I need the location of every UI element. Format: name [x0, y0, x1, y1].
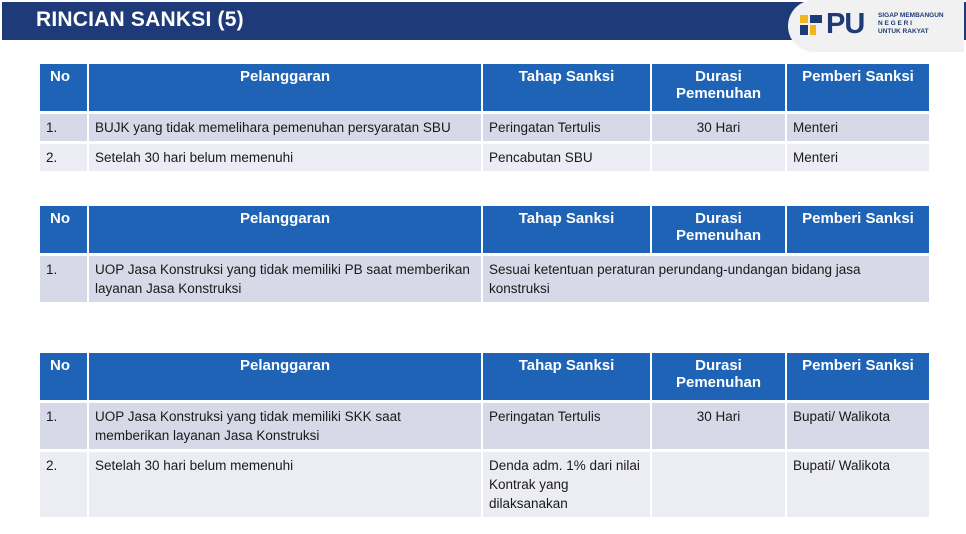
col-header-no: No [40, 64, 87, 114]
pu-logo-icon [798, 11, 826, 39]
pu-logo-tagline: SIGAP MEMBANGUN N E G E R I UNTUK RAKYAT [878, 12, 944, 35]
cell-no: 1. [40, 114, 87, 144]
cell-pemberi-sanksi: Bupati/ Walikota [787, 452, 929, 520]
table-row [40, 256, 929, 305]
cell-pelanggaran: UOP Jasa Konstruksi yang tidak memiliki SKK saat memberikan layanan Jasa Konstruksi [89, 403, 481, 452]
table-row [40, 403, 929, 452]
sanction-table-1 [38, 64, 931, 174]
col-header-durasi-pemenuhan: Durasi Pemenuhan [652, 353, 785, 403]
cell-tahap-sanksi: Peringatan Tertulis [483, 403, 650, 452]
cell-pelanggaran: BUJK yang tidak memelihara pemenuhan persyaratan SBU [89, 114, 481, 144]
col-header-no: No [40, 206, 87, 256]
col-header-pemberi-sanksi: Pemberi Sanksi [787, 206, 929, 256]
col-header-pelanggaran: Pelanggaran [89, 64, 481, 114]
col-header-pemberi-sanksi: Pemberi Sanksi [787, 64, 929, 114]
col-header-durasi-pemenuhan: Durasi Pemenuhan [652, 206, 785, 256]
table-row [40, 144, 929, 174]
pu-logo [788, 0, 964, 52]
cell-pelanggaran: Setelah 30 hari belum memenuhi [89, 144, 481, 174]
cell-no: 1. [40, 403, 87, 452]
col-header-durasi-pemenuhan: Durasi Pemenuhan [652, 64, 785, 114]
cell-no: 2. [40, 452, 87, 520]
sanction-table-2 [38, 206, 931, 305]
cell-durasi [652, 144, 785, 174]
cell-pemberi-sanksi: Menteri [787, 114, 929, 144]
cell-pemberi-sanksi: Bupati/ Walikota [787, 403, 929, 452]
cell-tahap-sanksi: Pencabutan SBU [483, 144, 650, 174]
col-header-tahap-sanksi: Tahap Sanksi [483, 64, 650, 114]
cell-tahap-sanksi: Peringatan Tertulis [483, 114, 650, 144]
col-header-no: No [40, 353, 87, 403]
cell-pemberi-sanksi: Menteri [787, 144, 929, 174]
cell-tahap-sanksi-merged: Sesuai ketentuan peraturan perundang-undangan bidang jasa konstruksi [483, 256, 929, 305]
sanction-table-3 [38, 353, 931, 520]
col-header-pelanggaran: Pelanggaran [89, 353, 481, 403]
cell-tahap-sanksi: Denda adm. 1% dari nilai Kontrak yang dilaksanakan [483, 452, 650, 520]
col-header-tahap-sanksi: Tahap Sanksi [483, 353, 650, 403]
cell-durasi: 30 Hari [652, 403, 785, 452]
cell-pelanggaran: UOP Jasa Konstruksi yang tidak memiliki PB saat memberikan layanan Jasa Konstruksi [89, 256, 481, 305]
table-row [40, 114, 929, 144]
col-header-pemberi-sanksi: Pemberi Sanksi [787, 353, 929, 403]
col-header-pelanggaran: Pelanggaran [89, 206, 481, 256]
pu-logo-text: PU [826, 8, 865, 40]
table-row [40, 452, 929, 520]
cell-pelanggaran: Setelah 30 hari belum memenuhi [89, 452, 481, 520]
cell-durasi [652, 452, 785, 520]
cell-durasi: 30 Hari [652, 114, 785, 144]
page-title: RINCIAN SANKSI (5) [36, 8, 244, 31]
col-header-tahap-sanksi: Tahap Sanksi [483, 206, 650, 256]
cell-no: 1. [40, 256, 87, 305]
cell-no: 2. [40, 144, 87, 174]
